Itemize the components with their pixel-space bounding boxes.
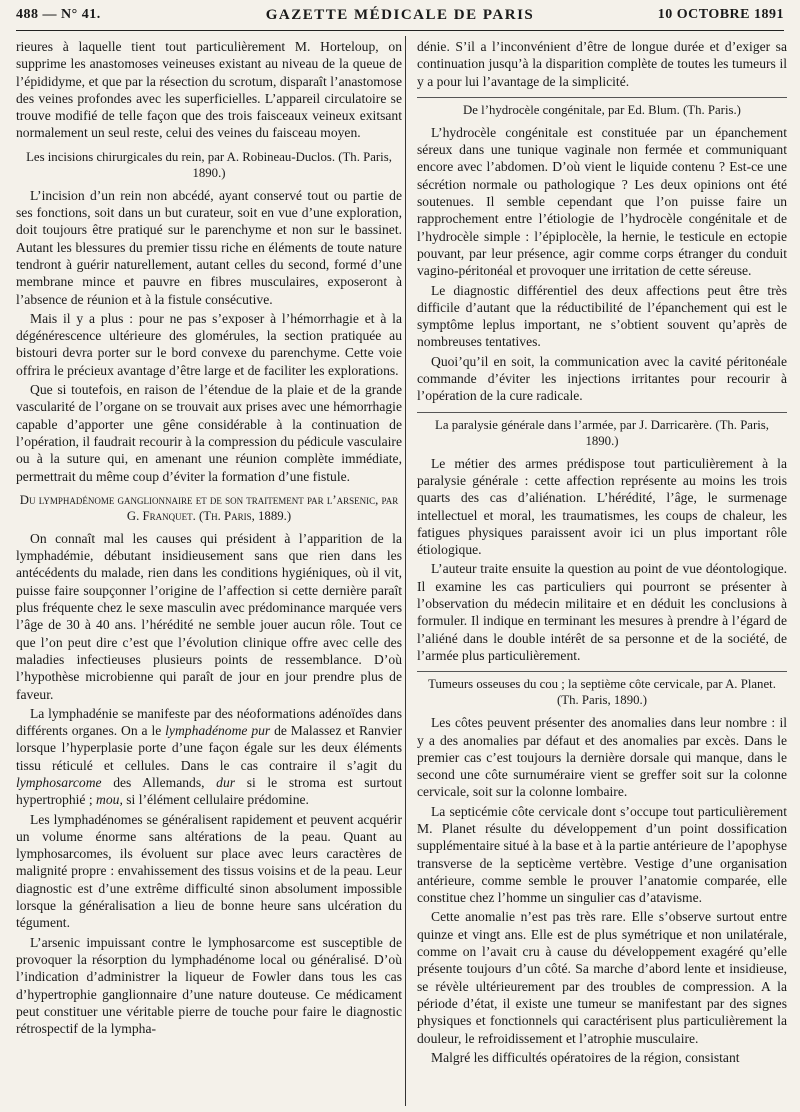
emphasis: mou,: [96, 792, 123, 808]
paragraph: rieures à laquelle tient tout particulièrement M. Horteloup, on supprime les anastomoses veineuses existant au niveau de la queue de l’épididyme, et que par la résection du scrotum, disparaît l’anastomose des veines profondes avec les superficielles. L’appareil circulatoire se trouve modifié de telle façon que des trois faisceaux veineux exitsant normalement un seul reste, celui des veines du faisceau moyen.: [16, 39, 402, 141]
paragraph-with-emphasis: [16, 705, 402, 809]
column-divider: [405, 36, 406, 1106]
paragraph: Le métier des armes prédispose tout particulièrement à la paralysie générale : cette affection représente au moins les trois quarts des cas d’aliénation. L’hérédité, l’âge, le surmenage intellectuel et moral, les traumatismes, les coups de chaleur, les fatigues physiques paraissent avoir ici un plus important rôle étiologique.: [417, 455, 787, 558]
left-column: [16, 38, 402, 1106]
issue-date: 10 OCTOBRE 1891: [657, 7, 784, 22]
issue-number: — N° 41.: [42, 7, 101, 22]
paragraph: L’arsenic impuissant contre le lymphosarcome est susceptible de provoquer la résorption du lymphadénome local ou généralisé. D’où l’indication d’administrer la liqueur de Fowler dans tous les cas d’hypertrophie ganglionnaire d’une nature douteuse. Ce médicament peut constituer une véritable pierre de touche pour faire le diagnostic rétrospectif de la lympha-: [16, 934, 402, 1037]
text-run: de Malassez et Ranvier lorsque l’hyperplasie porte d’une façon égale sur les deux éléments tissu réticulé et cellules. Dans le cas contraire il s’agit du: [16, 723, 402, 773]
paragraph: Le diagnostic différentiel des deux affections peut être très difficile d’autant que la réductibilité de l’épanchement qui est le symptôme leplus important, ne s’obtient souvent qu’après de nombreuses tentatives.: [417, 282, 787, 350]
paragraph: Les lymphadénomes se généralisent rapidement et peuvent acquérir un volume énorme sans altérations de la peau. Quant au lymphosarcomes, ils évoluent sur place avec leurs caractères de malignité propre : envahissement des tissus voisins et de la peau. Leur diagnostic est d’une extrême difficulté sinon absolument impossible lorsque la généralisation a lieu de bonne heure sans ulcération du tégument.: [16, 811, 402, 931]
article-title: De l’hydrocèle congénitale, par Ed. Blum. (Th. Paris.): [417, 97, 787, 118]
paragraph: L’auteur traite ensuite la question au point de vue déontologique. Il examine les cas particuliers qui pourront se présenter à l’observation du médecin militaire et en déduit les conclusions à formuler. Il indique en terminant les mesures à prendre à l’égard de l’aliéné dans le double intérêt de sa personne et de la société, de l’armée plus particulièrement.: [417, 561, 787, 663]
article-title: Tumeurs osseuses du cou ; la septième côte cervicale, par A. Planet. (Th. Paris, 1890.): [417, 671, 787, 708]
paragraph: La septicémie côte cervicale dont s’occupe tout particulièrement M. Planet résulte du développement d’un point dossification supplémentaire situé à la base et à la partie antérieure de l’apophyse transverse de la septicème vertèbre. Vestige d’une organisation antérieure, comme semble le prouver l’anatomie comparée, elle constitue chez l’homme un singulier cas d’atavisme.: [417, 803, 787, 906]
article-title: Les incisions chirurgicales du rein, par A. Robineau-Duclos. (Th. Paris, 1890.): [26, 149, 392, 180]
article-title: La paralysie générale dans l’armée, par J. Darricarère. (Th. Paris, 1890.): [417, 412, 787, 449]
paragraph: Quoi’qu’il en soit, la communication avec la cavité péritonéale commande d’éviter les injections irritantes pour recourir à l’opération de la cure radicale.: [417, 353, 787, 404]
paragraph: Mais il y a plus : pour ne pas s’exposer à l’hémorrhagie et à la dégénérescence ultérieure des glomérules, la section pratiquée au bistouri devra porter sur le bord convexe du parenchyme. Cette voie offrira le précieux avantage d’être large et de faciliter les explorations.: [16, 310, 402, 378]
article-title: Du lymphadénome ganglionnaire et de son traitement par l’arsenic, par G. Franquet. (Th. Paris, 1889.): [19, 492, 399, 523]
emphasis: lymphosarcome: [16, 774, 102, 790]
text-run: si le stroma est surtout hypertrophié ;: [16, 774, 402, 808]
emphasis: lymphadénome pur: [165, 723, 271, 739]
page-number: 488: [16, 7, 39, 22]
text-run: La lymphadénie se manifeste par des néoformations adénoïdes dans différents organes. On a le: [16, 705, 402, 739]
paragraph: Malgré les difficultés opératoires de la région, consistant: [431, 1049, 740, 1065]
paragraph: L’incision d’un rein non abcédé, ayant conservé tout ou partie de ses fonctions, soit dans un but curateur, soit en vue d’une exploration, doit toujours être pratiqué sur le parenchyme et non sur le bassinet. Autant les blessures du premier tissu riche en éléments de toute nature tendront à guérir naturellement, autant celles du second, formé d’une membrane mince et pauvre en fibres musculaires, exposeront à l’absence de réunion et à la fistule consécutive.: [16, 187, 402, 307]
page-header: [16, 0, 784, 31]
journal-title: GAZETTE MÉDICALE DE PARIS: [265, 6, 535, 23]
paragraph: dénie. S’il a l’inconvénient d’être de longue durée et d’exiger sa continuation jusqu’à la disparition complète de toutes les tumeurs il y a pour lui l’avantage de la simplicité.: [417, 39, 787, 89]
text-run: si l’élément cellulaire prédomine.: [122, 792, 309, 808]
emphasis: dur: [216, 774, 236, 790]
paragraph: On connaît mal les causes qui président à l’apparition de la lymphadémie, débutant insidieusement sans que rien dans les antécédents du malade, rien dans les conditions hygiéniques, où il vit, puisse faire soupçonner l’origine de l’affection si cette dernière paraît plus fréquente chez le sexe masculin avec prédominance marquée vers l’âge de 30 à 40 ans. l’hérédité ne semble jouer aucun rôle. Tout ce que l’on peut dire c’est que l’évolution clinique offre avec celle des maladies infectieuses plusieurs points de ressemblance. D’où l’hypothèse microbienne qui paraît de jour en jour prendre plus de faveur.: [16, 530, 402, 702]
paragraph: Cette anomalie n’est pas très rare. Elle s’observe surtout entre quinze et vingt ans. Elle est de plus symétrique et non unilatérale, comme on l’avait cru à cause du développement exagéré qu’elle présente toujours d’un côté. Sa marche d’abord lente et insidieuse, se révèle ultérieurement par des troubles de compression. A la période d’état, il existe une tumeur se manifestant par des signes physiques et fonctionnels qui caractérisent plus particulièrement la douleur, le refroidissement et l’atrophie musculaire.: [417, 909, 787, 1046]
page-number-issue: [16, 7, 166, 23]
paragraph: Que si toutefois, en raison de l’étendue de la plaie et de la grande vascularité de l’organe on se trouvait aux prises avec une hémorrhagie capable d’apporter une gêne considérable à la continuation de l’opération, il faudrait recourir à la compression du pédicule vasculaire ou à la suture qui, en amenant une réunion complète immédiate, permettrait du même coup d’éviter la formation d’une fistule.: [16, 382, 402, 484]
paragraph: Les côtes peuvent présenter des anomalies dans leur nombre : il y a des anomalies par défaut et des anomalies par excès. Dans le premier cas c’est toujours la dernière dorsale qui manque, dans le second une côte surnuméraire vient se greffer soit sur la colonne cervicale, soit sur la colonne lombaire.: [417, 715, 787, 800]
text-run: des Allemands,: [101, 774, 217, 790]
paragraph: L’hydrocèle congénitale est constituée par un épanchement séreux dans une tunique vaginale non fermée et communiquant encore avec l’abdomen. D’où vient le liquide contenu ? Est-ce une sécrétion normale ou pathologique ? Les deux opinions ont été soutenues. Il semble cependant que l’on puisse faire un rapprochement entre l’étiologie de l’hydrocèle congénitale et de l’hydrocèle simple : l’épiplocèle, la hernie, le testicule en ectopie pouvant, par leur présence, agir comme corps étranger du conduit vagino-péritonéal et provoquer une irritation de cette séreuse.: [417, 124, 787, 279]
right-column: [417, 38, 787, 1106]
